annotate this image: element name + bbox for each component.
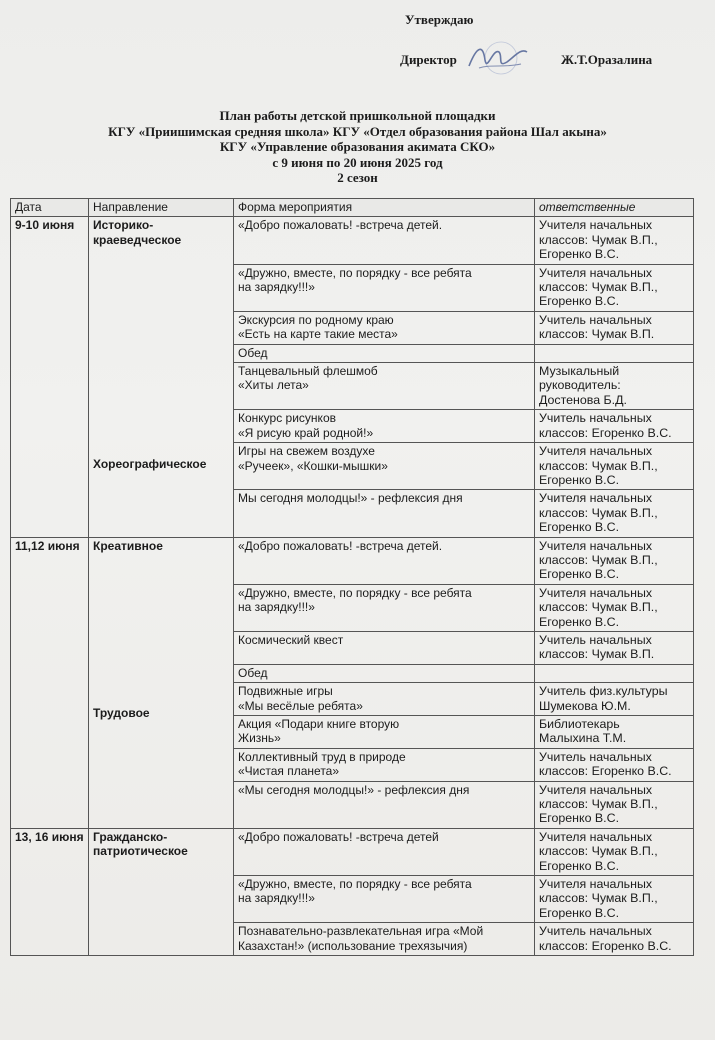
responsible-cell — [535, 363, 694, 410]
heading-line-3: КГУ «Управление образования акимата СКО» — [219, 139, 496, 154]
direction-label: Креативное — [93, 538, 163, 553]
responsible-text: классов: Егоренко В.С. — [539, 764, 672, 779]
date-cell: 9-10 июня — [11, 217, 89, 537]
event-text: Жизнь» — [238, 731, 281, 746]
event-text: на зарядку!!!» — [238, 891, 315, 906]
responsible-text: Малыхина Т.М. — [539, 731, 627, 746]
event-text: «Добро пожаловать! -встреча детей — [238, 829, 439, 844]
event-text: «Чистая планета» — [238, 764, 340, 779]
event-text: «Добро пожаловать! -встреча детей. — [238, 218, 443, 233]
responsible-text: Егоренко В.С. — [539, 520, 620, 535]
event-text: «Хиты лета» — [238, 378, 309, 393]
event-text: Обед — [238, 345, 268, 360]
event-text: Мы сегодня молодцы!» - рефлексия дня — [238, 491, 463, 506]
responsible-text: Учителя начальных — [539, 782, 653, 797]
responsible-cell — [535, 443, 694, 490]
event-cell — [234, 537, 535, 584]
approve-label: Утверждаю — [405, 12, 474, 27]
event-cell — [234, 923, 535, 956]
column-header: ответственные — [535, 199, 694, 217]
responsible-cell — [535, 716, 694, 749]
responsible-text: классов: Чумак В.П., — [539, 552, 658, 567]
responsible-text: Шумекова Ю.М. — [539, 698, 631, 713]
signature-stamp — [463, 38, 533, 78]
schedule-body — [11, 217, 694, 956]
event-cell — [234, 490, 535, 537]
table-header-row — [11, 199, 694, 217]
table-row — [11, 828, 694, 875]
responsible-text: классов: Егоренко В.С. — [539, 425, 672, 440]
event-text: на зарядку!!!» — [238, 600, 315, 615]
responsible-cell — [535, 664, 694, 682]
responsible-text: Учителя начальных — [539, 585, 653, 600]
responsible-text: классов: Чумак В.П., — [539, 458, 658, 473]
schedule-table — [10, 198, 694, 956]
responsible-text: Учитель начальных — [539, 632, 652, 647]
event-cell — [234, 876, 535, 923]
date-cell: 11,12 июня — [11, 537, 89, 828]
heading-line-5: 2 сезон — [337, 170, 378, 185]
event-text: «Мы сегодня молодцы!» - рефлексия дня — [238, 782, 470, 797]
responsible-cell — [535, 631, 694, 664]
responsible-text: Егоренко В.С. — [539, 905, 620, 920]
event-text: «Дружно, вместе, по порядку - все ребята — [238, 265, 472, 280]
responsible-cell — [535, 828, 694, 875]
event-text: «Дружно, вместе, по порядку - все ребята — [238, 585, 472, 600]
responsible-text: Учителя начальных — [539, 218, 653, 233]
responsible-text: Егоренко В.С. — [539, 858, 620, 873]
responsible-text: Егоренко В.С. — [539, 472, 620, 487]
event-cell — [234, 264, 535, 311]
event-text: Игры на свежем воздухе — [238, 444, 375, 459]
director-name: Ж.Т.Оразалина — [561, 52, 653, 67]
direction-cell — [89, 537, 234, 828]
event-cell — [234, 748, 535, 781]
responsible-text: Учитель начальных — [539, 924, 652, 939]
event-cell — [234, 828, 535, 875]
event-text: Экскурсия по родному краю — [238, 312, 394, 327]
event-text: Акция «Подари книге вторую — [238, 717, 400, 731]
responsible-cell — [535, 683, 694, 716]
responsible-text: Егоренко В.С. — [539, 811, 620, 826]
director-label: Директор — [400, 52, 457, 67]
document-heading — [0, 108, 715, 186]
direction-cell — [89, 217, 234, 537]
column-header: Дата — [11, 199, 89, 217]
responsible-text: классов: Чумак В.П., — [539, 505, 658, 520]
responsible-text: Учитель начальных — [539, 411, 652, 426]
responsible-cell — [535, 537, 694, 584]
event-cell — [234, 217, 535, 264]
responsible-text: классов: Егоренко В.С. — [539, 938, 672, 953]
responsible-text: классов: Чумак В.П., — [539, 844, 658, 859]
responsible-cell — [535, 217, 694, 264]
event-cell — [234, 683, 535, 716]
responsible-text: Учитель физ.культуры — [539, 684, 668, 699]
event-cell — [234, 410, 535, 443]
event-cell — [234, 443, 535, 490]
responsible-text: Егоренко В.С. — [539, 247, 620, 262]
responsible-text: Учителя начальных — [539, 491, 653, 506]
responsible-cell — [535, 490, 694, 537]
responsible-text: Учителя начальных — [539, 265, 653, 280]
table-row — [11, 217, 694, 264]
responsible-text: Егоренко В.С. — [539, 614, 620, 629]
event-cell — [234, 631, 535, 664]
event-cell — [234, 311, 535, 344]
responsible-text: Учителя начальных — [539, 444, 653, 459]
column-header: Направление — [89, 199, 234, 217]
responsible-text: Учителя начальных — [539, 829, 653, 844]
event-cell — [234, 344, 535, 362]
event-text: Обед — [238, 665, 268, 680]
responsible-cell — [535, 344, 694, 362]
responsible-text: Егоренко В.С. — [539, 567, 620, 582]
direction-label-secondary: Трудовое — [93, 705, 150, 720]
direction-label: Историко-краеведческое — [93, 218, 182, 247]
event-text: Подвижные игры — [238, 684, 333, 699]
responsible-text: руководитель: — [539, 378, 621, 393]
event-text: Казахстан!» (использование трехязычия) — [238, 938, 468, 953]
event-text: Коллективный труд в природе — [238, 749, 406, 764]
event-text: на зарядку!!!» — [238, 280, 315, 295]
direction-label: Гражданско-патриотическое — [93, 829, 188, 859]
heading-line-4: с 9 июня по 20 июня 2025 год — [272, 154, 443, 170]
event-text: «Дружно, вместе, по порядку - все ребята — [238, 877, 472, 892]
event-text: «Я рисую край родной!» — [238, 425, 374, 440]
event-cell — [234, 664, 535, 682]
responsible-text: классов: Чумак В.П., — [539, 891, 658, 906]
responsible-text: Учителя начальных — [539, 877, 653, 892]
responsible-text: классов: Чумак В.П. — [539, 647, 655, 662]
direction-label-secondary: Хореографическое — [93, 457, 207, 472]
responsible-cell — [535, 311, 694, 344]
responsible-cell — [535, 584, 694, 631]
event-text: Познавательно-развлекательная игра «Мой — [238, 924, 484, 939]
responsible-text: классов: Чумак В.П., — [539, 797, 658, 812]
responsible-cell — [535, 748, 694, 781]
event-cell — [234, 781, 535, 828]
event-text: «Мы весёлые ребята» — [238, 698, 363, 713]
direction-cell — [89, 828, 234, 955]
event-text: «Добро пожаловать! -встреча детей. — [238, 538, 443, 553]
responsible-text: Учителя начальных — [539, 538, 653, 553]
responsible-text: классов: Чумак В.П., — [539, 280, 658, 295]
responsible-text: Библиотекарь — [539, 717, 620, 731]
event-cell — [234, 584, 535, 631]
responsible-text — [539, 666, 689, 680]
responsible-text: классов: Чумак В.П., — [539, 232, 658, 247]
responsible-text: классов: Чумак В.П., — [539, 600, 658, 615]
event-text: Танцевальный флешмоб — [238, 364, 378, 379]
column-header: Форма мероприятия — [234, 199, 535, 217]
responsible-cell — [535, 264, 694, 311]
responsible-text: Учитель начальных — [539, 749, 652, 764]
date-cell: 13, 16 июня — [11, 828, 89, 955]
responsible-text: Егоренко В.С. — [539, 294, 620, 309]
event-cell — [234, 363, 535, 410]
responsible-text: Достенова Б.Д. — [539, 392, 627, 407]
responsible-cell — [535, 781, 694, 828]
responsible-cell — [535, 923, 694, 956]
heading-line-2: КГУ «Приишимская средняя школа» КГУ «Отдел образования района Шал акына» — [108, 123, 607, 139]
table-row — [11, 537, 694, 584]
heading-line-1: План работы детской пришкольной площадки — [219, 108, 496, 123]
responsible-text: классов: Чумак В.П. — [539, 327, 655, 342]
event-text: Космический квест — [238, 632, 344, 647]
responsible-cell — [535, 410, 694, 443]
event-text: «Есть на карте такие места» — [238, 327, 398, 342]
responsible-text: Музыкальный — [539, 364, 620, 379]
responsible-text: Учитель начальных — [539, 312, 652, 327]
responsible-cell — [535, 876, 694, 923]
event-text: «Ручеек», «Кошки-мышки» — [238, 458, 388, 473]
event-text: Конкурс рисунков — [238, 411, 336, 426]
event-cell — [234, 716, 535, 749]
responsible-text — [539, 346, 689, 360]
